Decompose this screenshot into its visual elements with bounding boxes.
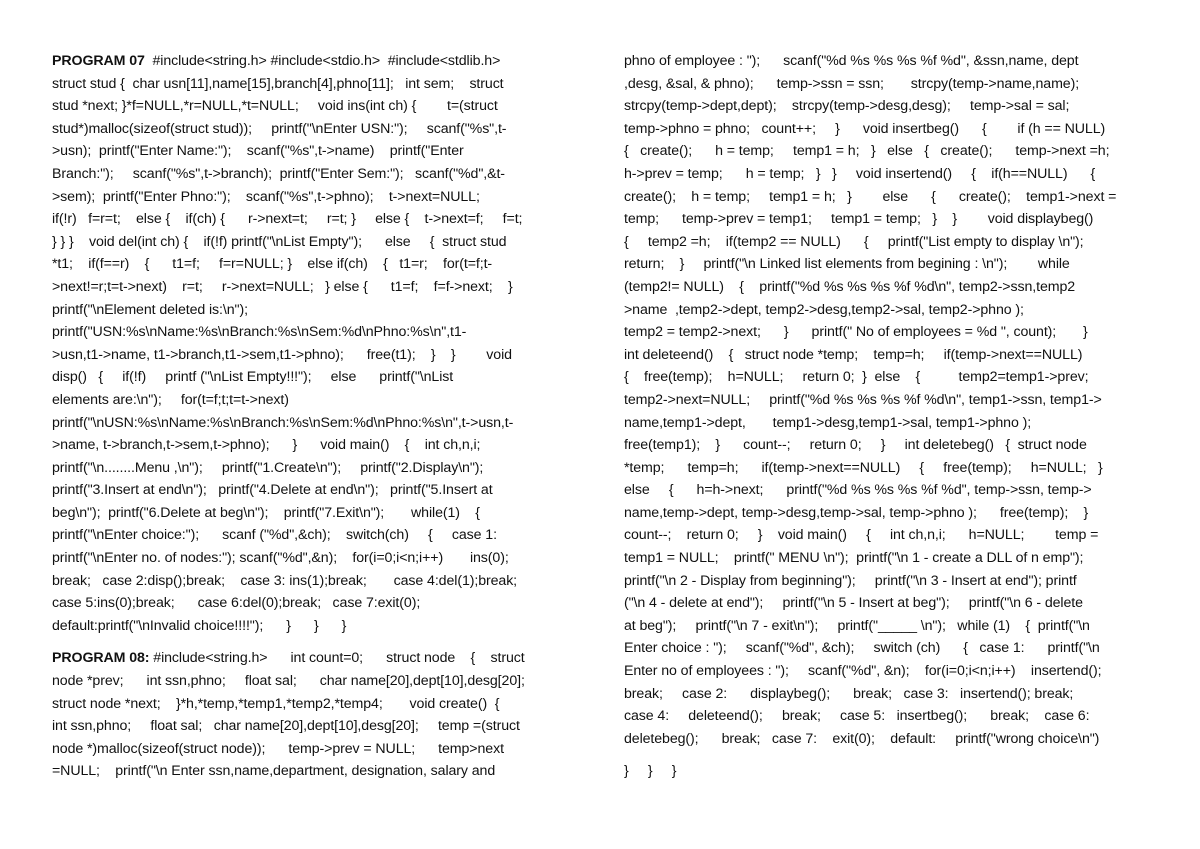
code-text: temp2 = temp2->next; } printf(" No of employees = %d ", count); } bbox=[624, 324, 1088, 341]
code-line bbox=[52, 163, 576, 186]
code-text: printf("\nElement deleted is:\n"); bbox=[52, 301, 248, 318]
code-text: >usn); printf("Enter Name:"); scanf("%s",t->name) printf("Enter bbox=[52, 143, 464, 160]
code-line bbox=[624, 660, 1154, 683]
code-line bbox=[624, 683, 1154, 706]
code-line bbox=[52, 592, 576, 615]
code-line bbox=[624, 592, 1154, 615]
code-line bbox=[624, 118, 1154, 141]
code-text: temp2->next=NULL; printf("%d %s %s %s %f %d\n", temp1->ssn, temp1-> bbox=[624, 391, 1102, 408]
code-line bbox=[52, 524, 576, 547]
code-line bbox=[624, 728, 1154, 751]
code-line bbox=[52, 276, 576, 299]
code-text: elements are:\n"); for(t=f;t;t=t->next) bbox=[52, 391, 289, 408]
code-line bbox=[624, 73, 1154, 96]
code-text: strcpy(temp->dept,dept); strcpy(temp->desg,desg); temp->sal = sal; bbox=[624, 98, 1070, 115]
code-text: count--; return 0; } void main() { int ch,n,i; h=NULL; temp = bbox=[624, 527, 1099, 544]
code-line bbox=[52, 479, 576, 502]
code-text: Enter choice : "); scanf("%d", &ch); switch (ch) { case 1: printf("\n bbox=[624, 640, 1100, 657]
code-line bbox=[52, 389, 576, 412]
code-line bbox=[52, 647, 576, 670]
code-line bbox=[52, 253, 576, 276]
code-line bbox=[624, 276, 1154, 299]
code-line bbox=[624, 366, 1154, 389]
code-text: printf("\nEnter no. of nodes:"); scanf("%d",&n); for(i=0;i<n;i++) ins(0); bbox=[52, 550, 509, 567]
code-text: node *prev; int ssn,phno; float sal; char name[20],dept[10],desg[20]; bbox=[52, 673, 525, 690]
code-line bbox=[624, 321, 1154, 344]
code-line bbox=[52, 118, 576, 141]
code-text: ,desg, &sal, & phno); temp->ssn = ssn; strcpy(temp->name,name); bbox=[624, 75, 1080, 92]
code-text: node *)malloc(sizeof(struct node)); temp->prev = NULL; temp>next bbox=[52, 740, 504, 757]
code-line bbox=[624, 502, 1154, 525]
code-line bbox=[52, 231, 576, 254]
code-text: } } } bbox=[624, 763, 677, 780]
code-line bbox=[52, 321, 576, 344]
code-text: *t1; if(f==r) { t1=f; f=r=NULL; } else if(ch) { t1=r; for(t=f;t- bbox=[52, 256, 493, 273]
code-line bbox=[52, 570, 576, 593]
code-text: temp->phno = phno; count++; } void insertbeg() { if (h == NULL) bbox=[624, 120, 1106, 137]
code-text: return; } printf("\n Linked list elements from begining : \n"); while bbox=[624, 256, 1070, 273]
code-line bbox=[624, 524, 1154, 547]
code-line bbox=[624, 344, 1154, 367]
code-line bbox=[52, 208, 576, 231]
code-text: at beg"); printf("\n 7 - exit\n"); printf("_____ \n"); while (1) { printf("\n bbox=[624, 617, 1090, 634]
code-text: printf("\n........Menu ,\n"); printf("1.Create\n"); printf("2.Display\n"); bbox=[52, 459, 484, 476]
code-line bbox=[52, 457, 576, 480]
right-column bbox=[624, 50, 1154, 783]
code-line bbox=[52, 344, 576, 367]
program-heading: PROGRAM 07 bbox=[52, 53, 145, 69]
code-text: else { h=h->next; printf("%d %s %s %s %f %d", temp->ssn, temp-> bbox=[624, 482, 1092, 499]
code-line bbox=[52, 760, 576, 783]
code-text: disp() { if(!f) printf ("\nList Empty!!!"); else printf("\nList bbox=[52, 369, 454, 386]
code-line bbox=[624, 434, 1154, 457]
code-line bbox=[52, 502, 576, 525]
code-text: printf("3.Insert at end\n"); printf("4.Delete at end\n"); printf("5.Insert at bbox=[52, 482, 493, 499]
code-text: Enter no of employees : "); scanf("%d", &n); for(i=0;i<n;i++) insertend(); bbox=[624, 663, 1102, 680]
code-text: #include<string.h> #include<stdio.h> #include<stdlib.h> bbox=[144, 53, 501, 69]
code-line bbox=[624, 637, 1154, 660]
code-text: if(!r) f=r=t; else { if(ch) { r->next=t; r=t; } else { t->next=f; f=t; bbox=[52, 211, 523, 228]
code-line bbox=[52, 50, 576, 73]
code-line bbox=[52, 547, 576, 570]
section-gap bbox=[52, 637, 576, 647]
section-gap bbox=[624, 750, 1154, 760]
code-text: break; case 2: displaybeg(); break; case 3: insertend(); break; bbox=[624, 685, 1074, 702]
code-text: (temp2!= NULL) { printf("%d %s %s %s %f %d\n", temp2->ssn,temp2 bbox=[624, 278, 1076, 295]
code-text: default:printf("\nInvalid choice!!!!"); } } } bbox=[52, 617, 347, 634]
code-line bbox=[624, 479, 1154, 502]
code-text: phno of employee : "); scanf("%d %s %s %s %f %d", &ssn,name, dept bbox=[624, 53, 1079, 69]
code-line bbox=[52, 615, 576, 638]
code-text: ("\n 4 - delete at end"); printf("\n 5 - Insert at beg"); printf("\n 6 - delete bbox=[624, 595, 1083, 612]
code-text: case 4: deleteend(); break; case 5: insertbeg(); break; case 6: bbox=[624, 708, 1090, 725]
code-line bbox=[624, 140, 1154, 163]
code-line bbox=[624, 163, 1154, 186]
code-line bbox=[624, 547, 1154, 570]
code-line bbox=[52, 670, 576, 693]
code-text: name,temp1->dept, temp1->desg,temp1->sal, temp1->phno ); bbox=[624, 414, 1032, 431]
code-text: >name, t->branch,t->sem,t->phno); } void main() { int ch,n,i; bbox=[52, 437, 481, 454]
code-text: >sem); printf("Enter Phno:"); scanf("%s",t->phno); t->next=NULL; bbox=[52, 188, 480, 205]
code-text: >next!=r;t=t->next) r=t; r->next=NULL; } else { t1=f; f=f->next; } bbox=[52, 278, 513, 295]
code-text: =NULL; printf("\n Enter ssn,name,department, designation, salary and bbox=[52, 763, 496, 780]
code-line bbox=[52, 715, 576, 738]
code-text: temp1 = NULL; printf(" MENU \n"); printf("\n 1 - create a DLL of n emp"); bbox=[624, 550, 1084, 567]
code-text: } } } void del(int ch) { if(!f) printf("\nList Empty"); else { struct stud bbox=[52, 233, 507, 250]
code-line bbox=[624, 186, 1154, 209]
code-text: struct node *next; }*h,*temp,*temp1,*temp2,*temp4; void create() { bbox=[52, 695, 500, 712]
code-text: int ssn,phno; float sal; char name[20],dept[10],desg[20]; temp =(struct bbox=[52, 718, 520, 735]
code-line bbox=[52, 299, 576, 322]
code-line bbox=[52, 186, 576, 209]
code-text: #include<string.h> int count=0; struct node { struct bbox=[149, 650, 525, 667]
code-line bbox=[52, 366, 576, 389]
code-text: int deleteend() { struct node *temp; temp=h; if(temp->next==NULL) bbox=[624, 346, 1083, 363]
left-column bbox=[52, 50, 576, 783]
code-line bbox=[624, 253, 1154, 276]
code-line bbox=[624, 412, 1154, 435]
code-text: stud*)malloc(sizeof(struct stud)); printf("\nEnter USN:"); scanf("%s",t- bbox=[52, 120, 507, 137]
code-text: { create(); h = temp; temp1 = h; } else { create(); temp->next =h; bbox=[624, 143, 1110, 160]
code-line bbox=[624, 760, 1154, 783]
code-text: { temp2 =h; if(temp2 == NULL) { printf("List empty to display \n"); bbox=[624, 233, 1084, 250]
code-line bbox=[624, 457, 1154, 480]
code-text: >name ,temp2->dept, temp2->desg,temp2->sal, temp2->phno ); bbox=[624, 301, 1024, 318]
code-line bbox=[52, 434, 576, 457]
code-line bbox=[624, 705, 1154, 728]
code-text: beg\n"); printf("6.Delete at beg\n"); printf("7.Exit\n"); while(1) { bbox=[52, 504, 480, 521]
code-text: *temp; temp=h; if(temp->next==NULL) { free(temp); h=NULL; } bbox=[624, 459, 1103, 476]
code-line bbox=[624, 50, 1154, 73]
code-text: >usn,t1->name, t1->branch,t1->sem,t1->phno); free(t1); } } void bbox=[52, 346, 512, 363]
code-line bbox=[624, 299, 1154, 322]
code-text: case 5:ins(0);break; case 6:del(0);break; case 7:exit(0); bbox=[52, 595, 421, 612]
code-line bbox=[52, 738, 576, 761]
code-line bbox=[52, 693, 576, 716]
code-text: name,temp->dept, temp->desg,temp->sal, temp->phno ); free(temp); } bbox=[624, 504, 1089, 521]
code-text: Branch:"); scanf("%s",t->branch); printf("Enter Sem:"); scanf("%d",&t- bbox=[52, 165, 505, 182]
code-line bbox=[624, 208, 1154, 231]
code-text: printf("\nEnter choice:"); scanf ("%d",&ch); switch(ch) { case 1: bbox=[52, 527, 497, 544]
code-line bbox=[52, 73, 576, 96]
code-line bbox=[52, 95, 576, 118]
code-line bbox=[52, 140, 576, 163]
code-text: free(temp1); } count--; return 0; } int deletebeg() { struct node bbox=[624, 437, 1087, 454]
code-text: create(); h = temp; temp1 = h; } else { create(); temp1->next = bbox=[624, 188, 1117, 205]
code-line bbox=[624, 570, 1154, 593]
code-line bbox=[624, 389, 1154, 412]
code-text: h->prev = temp; h = temp; } } void insertend() { if(h==NULL) { bbox=[624, 165, 1096, 182]
code-text: deletebeg(); break; case 7: exit(0); default: printf("wrong choice\n") bbox=[624, 730, 1100, 747]
code-text: printf("\nUSN:%s\nName:%s\nBranch:%s\nSem:%d\nPhno:%s\n",t->usn,t- bbox=[52, 414, 514, 431]
code-text: struct stud { char usn[11],name[15],branch[4],phno[11]; int sem; struct bbox=[52, 75, 504, 92]
code-text: { free(temp); h=NULL; return 0; } else { temp2=temp1->prev; bbox=[624, 369, 1089, 386]
code-line bbox=[624, 95, 1154, 118]
code-line bbox=[52, 412, 576, 435]
code-text: stud *next; }*f=NULL,*r=NULL,*t=NULL; void ins(int ch) { t=(struct bbox=[52, 98, 498, 115]
code-text: printf("USN:%s\nName:%s\nBranch:%s\nSem:%d\nPhno:%s\n",t1- bbox=[52, 324, 467, 341]
code-text: break; case 2:disp();break; case 3: ins(1);break; case 4:del(1);break; bbox=[52, 572, 518, 589]
program-heading: PROGRAM 08: bbox=[52, 650, 150, 667]
code-text: temp; temp->prev = temp1; temp1 = temp; } } void displaybeg() bbox=[624, 211, 1094, 228]
code-text: printf("\n 2 - Display from beginning"); printf("\n 3 - Insert at end"); printf bbox=[624, 572, 1077, 589]
code-line bbox=[624, 615, 1154, 638]
code-line bbox=[624, 231, 1154, 254]
